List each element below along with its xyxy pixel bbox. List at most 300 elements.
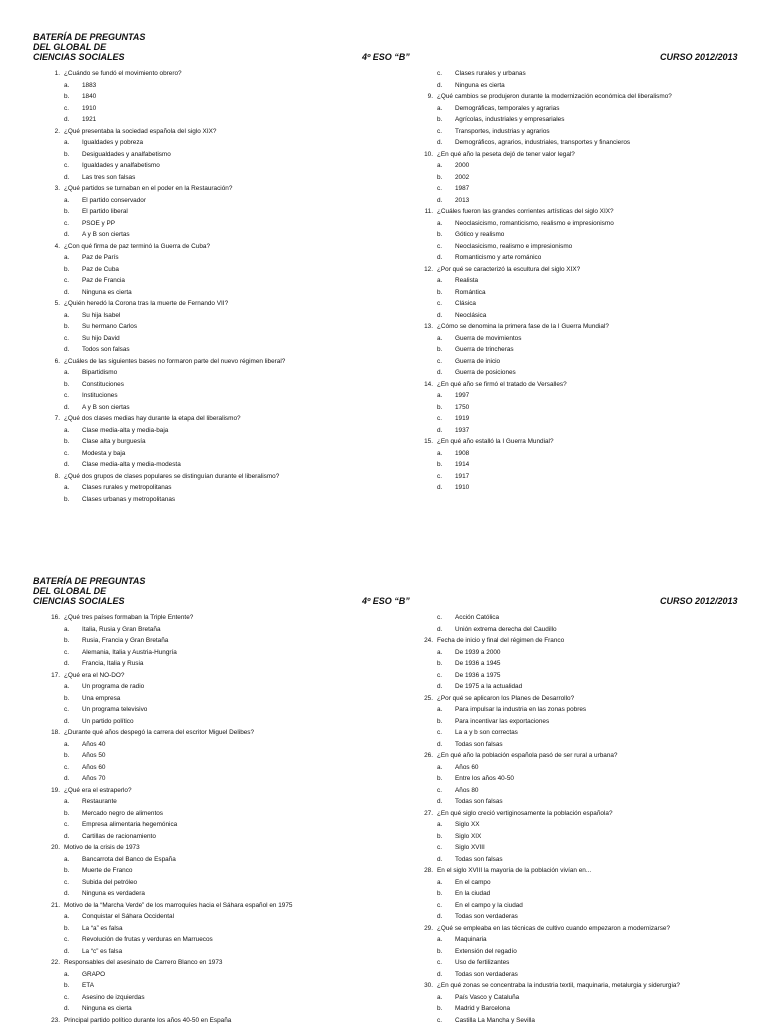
answer-option (417, 195, 757, 207)
answer-option (417, 727, 757, 739)
answer-text: Demográficos, agrarios, industriales, transportes y financieros (455, 139, 630, 146)
answer-option (417, 704, 757, 716)
answer-letter: c. (437, 727, 442, 739)
answer-option (417, 356, 757, 368)
answer-letter: d. (64, 658, 69, 670)
answer-letter: d. (437, 681, 442, 693)
question-text: ¿En qué año la peseta dejó de tener valor legal? (437, 151, 575, 158)
answer-letter: c. (64, 160, 69, 172)
answer-option (417, 114, 757, 126)
answer-option (417, 785, 757, 797)
answer-text: Transportes, industrias y agrarios (455, 128, 550, 135)
answer-option (417, 658, 757, 670)
answer-option (44, 969, 384, 981)
question-text: ¿Durante qué años despegó la carrera del escritor Miguel Delibes? (64, 729, 254, 736)
answer-text: Guerra de posiciones (455, 369, 516, 376)
answer-letter: a. (437, 218, 442, 230)
answer-letter: d. (437, 137, 442, 149)
answer-option (417, 969, 757, 981)
question-item (44, 957, 384, 969)
answer-letter: a. (64, 969, 69, 981)
page-header (0, 572, 768, 612)
answer-text: Clases rurales y metropolitanas (82, 484, 172, 491)
answer-option (44, 321, 384, 333)
worksheet-page-2 (0, 572, 768, 612)
answer-letter: c. (437, 68, 442, 80)
answer-letter: d. (437, 367, 442, 379)
answer-letter: c. (64, 103, 69, 115)
question-number: 7. (44, 413, 60, 425)
answer-text: ETA (82, 982, 94, 989)
answer-letter: a. (437, 819, 442, 831)
question-item (44, 413, 384, 425)
answer-letter: b. (64, 206, 69, 218)
answer-option (44, 750, 384, 762)
answer-option (44, 91, 384, 103)
question-item (44, 670, 384, 682)
answer-option (417, 80, 757, 92)
answer-letter: c. (437, 471, 442, 483)
answer-option (417, 819, 757, 831)
question-item (417, 264, 757, 276)
answer-text: Maquinaria (455, 936, 487, 943)
answer-letter: c. (64, 275, 69, 287)
answer-letter: a. (437, 275, 442, 287)
answer-letter: b. (437, 287, 442, 299)
answer-text: Para incentivar las exportaciones (455, 718, 549, 725)
answer-text: La “c” es falsa (82, 948, 122, 955)
question-number: 28. (417, 865, 433, 877)
answer-text: El partido liberal (82, 208, 128, 215)
answer-letter: d. (437, 739, 442, 751)
question-text: ¿Qué se empleaba en las técnicas de cultivo cuando empezaron a modernizarse? (437, 925, 670, 932)
question-number: 2. (44, 126, 60, 138)
answer-text: De 1936 a 1975 (455, 672, 500, 679)
question-number: 9. (417, 91, 433, 103)
answer-letter: c. (437, 298, 442, 310)
answer-text: Modesta y baja (82, 450, 125, 457)
question-number: 20. (44, 842, 60, 854)
answer-text: Conquistar el Sáhara Occidental (82, 913, 174, 920)
question-item (417, 149, 757, 161)
answer-option (417, 287, 757, 299)
answer-text: La a y b son correctas (455, 729, 518, 736)
question-text: ¿Qué tres países formaban la Triple Entente? (64, 614, 193, 621)
answer-letter: b. (437, 114, 442, 126)
answer-option (44, 287, 384, 299)
question-text: ¿Cuáles de las siguientes bases no formaron parte del nuevo régimen liberal? (64, 358, 285, 365)
question-item (417, 865, 757, 877)
answer-text: De 1936 a 1945 (455, 660, 500, 667)
answer-text: Gótico y realismo (455, 231, 504, 238)
question-text: ¿Quién heredó la Corona tras la muerte de Fernando VII? (64, 300, 228, 307)
answer-letter: c. (64, 704, 69, 716)
question-text: ¿Qué dos clases medias hay durante la etapa del liberalismo? (64, 415, 241, 422)
answer-letter: b. (437, 658, 442, 670)
question-text: ¿Qué cambios se produjeron durante la modernización económica del liberalismo? (437, 93, 672, 100)
answer-option (417, 482, 757, 494)
answer-text: Mercado negro de alimentos (82, 810, 163, 817)
question-text: ¿Con qué firma de paz terminó la Guerra de Cuba? (64, 243, 210, 250)
answer-text: El partido conservador (82, 197, 146, 204)
answer-letter: a. (437, 390, 442, 402)
title-line: BATERÍA DE PREGUNTAS (33, 576, 145, 586)
answer-letter: a. (64, 252, 69, 264)
answer-option (417, 911, 757, 923)
answer-text: Romántica (455, 289, 486, 296)
answer-letter: c. (64, 877, 69, 889)
question-item (417, 980, 757, 992)
answer-text: Extensión del regadío (455, 948, 517, 955)
answer-option (44, 980, 384, 992)
answer-option (417, 425, 757, 437)
answer-text: Todas son falsas (455, 856, 503, 863)
answer-option (417, 126, 757, 138)
answer-option (417, 160, 757, 172)
answer-text: 1750 (455, 404, 469, 411)
answer-option (417, 218, 757, 230)
answer-text: País Vasco y Cataluña (455, 994, 519, 1001)
answer-text: Todas son verdaderas (455, 913, 518, 920)
answer-letter: d. (437, 80, 442, 92)
answer-option (44, 773, 384, 785)
question-text: En el siglo XVIII la mayoría de la población vivían en... (437, 867, 591, 874)
answer-option (44, 819, 384, 831)
answer-option (417, 252, 757, 264)
answer-letter: c. (64, 448, 69, 460)
answer-option (417, 992, 757, 1004)
answer-letter: d. (437, 425, 442, 437)
answer-text: Ninguna es cierta (455, 82, 505, 89)
question-text: ¿Qué era el estraperlo? (64, 787, 132, 794)
answer-option (417, 762, 757, 774)
answer-letter: d. (64, 888, 69, 900)
answer-letter: c. (437, 413, 442, 425)
answer-option (44, 379, 384, 391)
question-text: ¿En qué año estalló la I Guerra Mundial? (437, 438, 554, 445)
answer-option (417, 796, 757, 808)
answer-letter: b. (64, 808, 69, 820)
question-text: ¿Qué presentaba la sociedad española del siglo XIX? (64, 128, 216, 135)
answer-letter: b. (64, 635, 69, 647)
answer-option (44, 992, 384, 1004)
answer-option (44, 344, 384, 356)
title-line: BATERÍA DE PREGUNTAS (33, 32, 145, 42)
answer-option (417, 183, 757, 195)
answer-option (44, 229, 384, 241)
answer-option (44, 310, 384, 322)
answer-text: A y B son ciertas (82, 231, 130, 238)
answer-text: Su hijo David (82, 335, 120, 342)
question-text: Motivo de la crisis de 1973 (64, 844, 140, 851)
answer-text: Clase media-alta y media-baja (82, 427, 168, 434)
question-text: Fecha de inicio y final del régimen de Franco (437, 637, 564, 644)
answer-letter: a. (64, 911, 69, 923)
answer-option (417, 716, 757, 728)
answer-letter: d. (64, 773, 69, 785)
answer-letter: a. (64, 624, 69, 636)
answer-option (417, 946, 757, 958)
answer-text: A y B son ciertas (82, 404, 130, 411)
question-number: 10. (417, 149, 433, 161)
answer-option (417, 310, 757, 322)
answer-text: Siglo XIX (455, 833, 481, 840)
answer-text: 1914 (455, 461, 469, 468)
title-line: DEL GLOBAL DE (33, 586, 145, 596)
answer-option (417, 612, 757, 624)
answer-letter: a. (64, 796, 69, 808)
answer-text: 1908 (455, 450, 469, 457)
answer-option (44, 877, 384, 889)
question-number: 6. (44, 356, 60, 368)
answer-option (44, 934, 384, 946)
answer-option (44, 796, 384, 808)
answer-option (44, 206, 384, 218)
answer-option (417, 471, 757, 483)
answer-letter: c. (64, 992, 69, 1004)
question-text: ¿Cuáles fueron las grandes corrientes artísticas del siglo XIX? (437, 208, 614, 215)
answer-option (44, 137, 384, 149)
answer-option (44, 275, 384, 287)
answer-option (417, 681, 757, 693)
answer-text: Clase alta y burguesía (82, 438, 146, 445)
answer-option (417, 241, 757, 253)
answer-option (44, 888, 384, 900)
question-text: ¿En qué siglo creció vertiginosamente la población española? (437, 810, 613, 817)
answer-letter: c. (437, 356, 442, 368)
answer-text: Años 60 (455, 764, 478, 771)
answer-option (44, 482, 384, 494)
answer-option (44, 831, 384, 843)
answer-letter: d. (64, 344, 69, 356)
answer-option (44, 425, 384, 437)
answer-text: 2002 (455, 174, 469, 181)
answer-option (417, 739, 757, 751)
question-item (417, 693, 757, 705)
answer-letter: a. (437, 448, 442, 460)
question-number: 29. (417, 923, 433, 935)
answer-text: La “a” es falsa (82, 925, 123, 932)
answer-text: Demográficas, temporales y agrarias (455, 105, 559, 112)
answer-text: 1910 (82, 105, 96, 112)
answer-option (44, 693, 384, 705)
question-number: 22. (44, 957, 60, 969)
document-title (33, 32, 145, 62)
answer-text: 1919 (455, 415, 469, 422)
answer-letter: b. (64, 494, 69, 506)
answer-letter: b. (64, 91, 69, 103)
answer-option (417, 624, 757, 636)
answer-letter: c. (64, 647, 69, 659)
answer-option (44, 658, 384, 670)
answer-letter: c. (437, 183, 442, 195)
answer-text: Un partido político (82, 718, 134, 725)
answer-text: Muerte de Franco (82, 867, 132, 874)
answer-text: Acción Católica (455, 614, 499, 621)
answer-letter: c. (437, 842, 442, 854)
answer-option (44, 402, 384, 414)
answer-letter: b. (64, 865, 69, 877)
answer-text: Ninguna es cierta (82, 1005, 132, 1012)
answer-option (417, 413, 757, 425)
answer-option (44, 624, 384, 636)
answer-text: Un programa televisivo (82, 706, 147, 713)
question-text: Motivo de la “Marcha Verde” de los marroquíes hacia el Sáhara español en 1975 (64, 902, 292, 909)
answer-text: Neoclásica (455, 312, 486, 319)
answer-text: Todas son falsas (455, 798, 503, 805)
answer-text: Bipartidismo (82, 369, 117, 376)
answer-text: Su hija Isabel (82, 312, 120, 319)
answer-option (44, 865, 384, 877)
answer-option (417, 448, 757, 460)
answer-option (44, 494, 384, 506)
answer-letter: d. (437, 482, 442, 494)
question-column-left (44, 68, 384, 505)
answer-text: Romanticismo y arte románico (455, 254, 541, 261)
answer-text: En la ciudad (455, 890, 490, 897)
answer-text: Alemania, Italia y Austria-Hungría (82, 649, 177, 656)
answer-text: Revolución de frutas y verduras en Marruecos (82, 936, 213, 943)
answer-text: 1883 (82, 82, 96, 89)
question-item (417, 206, 757, 218)
answer-option (44, 923, 384, 935)
answer-option (44, 172, 384, 184)
answer-option (417, 877, 757, 889)
answer-letter: a. (437, 160, 442, 172)
answer-text: Desigualdades y analfabetismo (82, 151, 171, 158)
answer-option (417, 831, 757, 843)
answer-letter: a. (437, 103, 442, 115)
answer-text: 1987 (455, 185, 469, 192)
question-text: ¿Por qué se aplicaron los Planes de Desarrollo? (437, 695, 574, 702)
course-label: CURSO 2012/2013 (660, 596, 738, 606)
answer-text: Siglo XVIII (455, 844, 485, 851)
answer-option (417, 402, 757, 414)
question-number: 14. (417, 379, 433, 391)
answer-option (417, 298, 757, 310)
question-item (44, 900, 384, 912)
answer-text: 2013 (455, 197, 469, 204)
answer-option (44, 160, 384, 172)
question-item (44, 842, 384, 854)
answer-option (417, 842, 757, 854)
answer-text: PSOE y PP (82, 220, 115, 227)
grade-label: 4º ESO “B” (362, 52, 410, 62)
grade-label: 4º ESO “B” (362, 596, 410, 606)
question-column-right (417, 68, 757, 494)
answer-option (417, 275, 757, 287)
answer-text: Restaurante (82, 798, 117, 805)
answer-letter: d. (64, 114, 69, 126)
answer-text: Guerra de movimientos (455, 335, 521, 342)
answer-option (44, 762, 384, 774)
answer-text: Las tres son falsas (82, 174, 135, 181)
answer-option (417, 670, 757, 682)
answer-text: Paz de Francia (82, 277, 125, 284)
question-text: ¿En qué zonas se concentraba la industria textil, maquinaria, metalurgia y siderurgia? (437, 982, 680, 989)
question-text: Principal partido político durante los años 40-50 en España (64, 1017, 231, 1024)
question-item (417, 321, 757, 333)
answer-letter: c. (64, 390, 69, 402)
answer-text: Rusia, Francia y Gran Bretaña (82, 637, 168, 644)
answer-text: Madrid y Barcelona (455, 1005, 510, 1012)
question-number: 24. (417, 635, 433, 647)
answer-letter: c. (64, 218, 69, 230)
title-line: CIENCIAS SOCIALES (33, 52, 145, 62)
answer-option (44, 252, 384, 264)
answer-letter: d. (64, 831, 69, 843)
answer-letter: d. (437, 911, 442, 923)
question-item (44, 727, 384, 739)
answer-text: Cartillas de racionamiento (82, 833, 156, 840)
answer-option (417, 103, 757, 115)
answer-option (44, 704, 384, 716)
answer-text: 1937 (455, 427, 469, 434)
answer-text: Para impulsar la industria en las zonas pobres (455, 706, 586, 713)
answer-letter: a. (64, 854, 69, 866)
answer-letter: d. (437, 252, 442, 264)
answer-text: Asesino de izquierdas (82, 994, 145, 1001)
question-item (44, 183, 384, 195)
question-text: ¿Cuándo se fundó el movimiento obrero? (64, 70, 182, 77)
answer-letter: b. (64, 436, 69, 448)
answer-letter: d. (437, 624, 442, 636)
answer-letter: c. (437, 900, 442, 912)
answer-letter: c. (64, 762, 69, 774)
answer-option (44, 390, 384, 402)
answer-text: De 1975 a la actualidad (455, 683, 522, 690)
answer-text: 1997 (455, 392, 469, 399)
question-item (417, 635, 757, 647)
answer-text: Igualdades y pobreza (82, 139, 143, 146)
answer-letter: d. (64, 716, 69, 728)
answer-letter: c. (437, 957, 442, 969)
answer-option (417, 934, 757, 946)
answer-text: Todos son falsas (82, 346, 130, 353)
answer-letter: b. (64, 321, 69, 333)
question-number: 13. (417, 321, 433, 333)
answer-text: GRAPO (82, 971, 105, 978)
answer-option (44, 946, 384, 958)
answer-option (44, 647, 384, 659)
answer-letter: a. (64, 367, 69, 379)
answer-letter: d. (64, 172, 69, 184)
answer-text: Constituciones (82, 381, 124, 388)
answer-text: Neoclasicismo, romanticismo, realismo e impresionismo (455, 220, 614, 227)
page-header (0, 28, 768, 68)
answer-option (44, 367, 384, 379)
question-text: ¿En qué año se firmó el tratado de Versalles? (437, 381, 567, 388)
question-number: 23. (44, 1015, 60, 1026)
answer-letter: b. (64, 750, 69, 762)
question-item (417, 91, 757, 103)
answer-option (44, 149, 384, 161)
answer-text: En el campo (455, 879, 491, 886)
answer-option (44, 635, 384, 647)
answer-letter: a. (64, 482, 69, 494)
answer-letter: b. (437, 716, 442, 728)
question-number: 25. (417, 693, 433, 705)
question-number: 19. (44, 785, 60, 797)
answer-letter: b. (437, 946, 442, 958)
answer-letter: a. (64, 80, 69, 92)
answer-text: Su hermano Carlos (82, 323, 137, 330)
answer-letter: b. (437, 831, 442, 843)
answer-text: Ninguna es verdadera (82, 890, 145, 897)
answer-option (44, 103, 384, 115)
answer-text: Siglo XX (455, 821, 480, 828)
answer-letter: a. (437, 992, 442, 1004)
